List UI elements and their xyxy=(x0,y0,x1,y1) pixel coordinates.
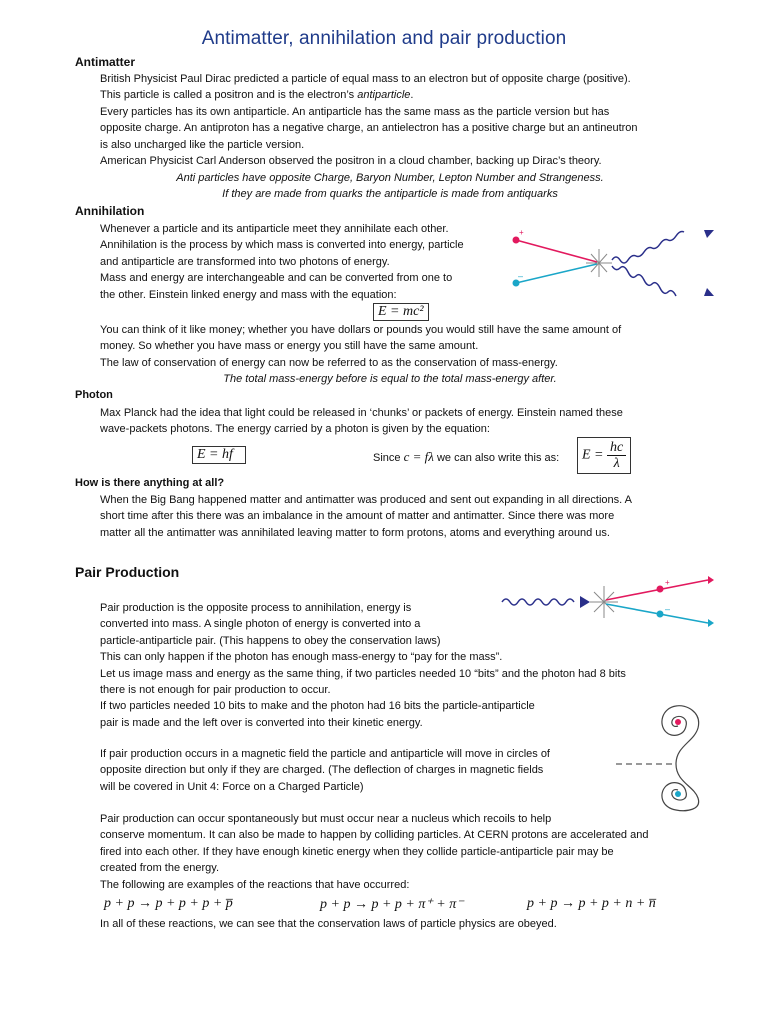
reaction-2: p + p → p + p + π⁺ + π⁻ xyxy=(320,897,464,912)
photon-heading: Photon xyxy=(75,389,113,401)
particle-arrowhead xyxy=(708,576,714,584)
text-line: short time after this there was an imbalance in the amount of matter and antimatter. Since there was more xyxy=(100,510,615,523)
photon-wavelength-equation: E = $\frac{hc}{\lambda}$ xyxy=(577,437,631,474)
closing-line: In all of these reactions, we can see that the conservation laws of particle physics are obeyed. xyxy=(100,918,557,930)
text-line: conserve momentum. It can also be made to happen by colliding particles. At CERN protons are accelerated and xyxy=(100,829,649,842)
photon-energy-equation: E = hf xyxy=(192,446,246,464)
minus-sign: – xyxy=(518,271,524,281)
photon-paragraph xyxy=(100,405,623,438)
text-line: Every particles has its own antiparticle. An antiparticle has the same mass as the particle version but has xyxy=(100,105,610,118)
text-line: This can only happen if the photon has enough mass-energy to “pay for the mass”. xyxy=(100,651,503,664)
annihilation-center-note: The total mass-energy before is equal to the total mass-energy after. xyxy=(223,373,557,385)
particle-track xyxy=(516,240,597,262)
anything-paragraph xyxy=(100,492,632,541)
text-line: opposite charge. An antiproton has a negative charge, an antielectron has a positive charge but an antineutron xyxy=(100,122,638,135)
text-line: Annihilation is the process by which mass is converted into energy, particle xyxy=(100,239,464,252)
antiparticle-track xyxy=(516,264,597,283)
antimatter-heading: Antimatter xyxy=(75,55,136,69)
reaction-3: p + p → p + p + n + n̅ xyxy=(527,896,656,911)
text-line: is also uncharged like the particle version. xyxy=(100,138,305,151)
text-line: Max Planck had the idea that light could be released in ‘chunks’ or packets of energy. Einstein named these xyxy=(100,407,623,419)
plus-sign: + xyxy=(665,578,670,587)
pair-paragraph-3 xyxy=(100,811,648,893)
text-line: Whenever a particle and its antiparticle meet they annihilate each other. xyxy=(100,223,449,235)
antimatter-center-note-1: Anti particles have opposite Charge, Baryon Number, Lepton Number and Strangeness. xyxy=(176,172,604,184)
anything-heading: How is there anything at all? xyxy=(75,477,225,489)
annihilation-paragraph-2 xyxy=(100,322,621,371)
text-line: pair is made and the left over is converted into their kinetic energy. xyxy=(100,716,423,729)
fraction: $\frac{hc}{\lambda}$ xyxy=(607,440,626,471)
antiparticle-dot xyxy=(657,611,664,618)
text-line: The following are examples of the reactions that have occurred: xyxy=(100,878,410,891)
particle-dot xyxy=(657,586,664,593)
text-line: When the Big Bang happened matter and antimatter was produced and sent out expanding in all directions. A xyxy=(100,494,633,506)
text-line: wave-packets photons. The energy carried by a photon is given by the equation: xyxy=(100,423,490,436)
text-line: fired into each other. If they have enough kinetic energy when they collide particle-antiparticle pair may be xyxy=(100,845,614,858)
text-line: Pair production can occur spontaneously but must occur near a nucleus which recoils to help xyxy=(100,813,552,825)
text-line: If two particles needed 10 bits to make and the photon had 16 bits the particle-antiparticle xyxy=(100,700,535,713)
text-line: matter all the antimatter was annihilated leaving matter to form protons, atoms and everything around us. xyxy=(100,526,610,539)
annihilation-flash-icon xyxy=(586,249,612,277)
since-text: Since c = fλ we can also write this as: xyxy=(373,449,560,464)
text-line: opposite direction but only if they are charged. (The deflection of charges in magnetic fields xyxy=(100,764,544,777)
text-line: You can think of it like money; whether you have dollars or pounds you would still have the same amount of xyxy=(100,324,622,336)
pair-paragraph xyxy=(100,600,626,731)
text-line: converted into mass. A single photon of energy is converted into a xyxy=(100,618,421,631)
pair-paragraph-2 xyxy=(100,746,550,795)
photon-arrowhead-down xyxy=(704,288,714,296)
text-line: will be covered in Unit 4: Force on a Charged Particle) xyxy=(100,780,364,793)
pair-production-heading: Pair Production xyxy=(75,564,180,580)
particle-dot xyxy=(675,719,681,725)
antimatter-paragraph xyxy=(100,71,638,169)
text-line: If pair production occurs in a magnetic field the particle and antiparticle will move in circles of xyxy=(100,748,550,760)
text-line: money. So whether you have mass or energy you still have the same amount. xyxy=(100,340,479,353)
text-line: American Physicist Carl Anderson observed the positron in a cloud chamber, backing up Dirac’s theory. xyxy=(100,155,602,168)
reaction-1: p + p → p + p + p + p̅ xyxy=(104,896,233,911)
text-line: British Physicist Paul Dirac predicted a particle of equal mass to an electron but of opposite charge (positive). xyxy=(100,73,631,85)
text-line: Pair production is the opposite process to annihilation, energy is xyxy=(100,602,412,614)
antiparticle-spiral xyxy=(662,764,699,811)
italic-term: antiparticle xyxy=(357,89,411,102)
text-line: Let us image mass and energy as the same thing, if two particles needed 10 “bits” and the photon had 8 bits xyxy=(100,667,626,680)
text-line: there is not enough for pair production to occur. xyxy=(100,684,331,697)
annihilation-heading: Annihilation xyxy=(75,204,145,218)
antiparticle-arrowhead xyxy=(708,619,714,627)
text-line: the other. Einstein linked energy and mass with the equation: xyxy=(100,288,397,301)
antiparticle-dot xyxy=(675,791,681,797)
particle-spiral xyxy=(662,706,699,764)
mass-energy-equation: E = mc² xyxy=(373,303,429,321)
text-line: and antiparticle are transformed into two photons of energy. xyxy=(100,255,390,268)
photon-arrowhead-up xyxy=(704,230,714,238)
particle-dot xyxy=(513,237,520,244)
text-line: created from the energy. xyxy=(100,862,220,875)
antimatter-center-note-2: If they are made from quarks the antiparticle is made from antiquarks xyxy=(222,188,558,200)
photon-wave-down xyxy=(612,266,676,296)
wave-equation: c = fλ xyxy=(403,449,434,464)
annihilation-diagram xyxy=(502,222,722,302)
text-line: particle-antiparticle pair. (This happens to obey the conservation laws) xyxy=(100,634,441,647)
photon-wave-up xyxy=(612,232,684,264)
page-title: Antimatter, annihilation and pair production xyxy=(201,28,567,49)
minus-sign: – xyxy=(665,604,671,614)
magnetic-field-spiral-diagram xyxy=(610,700,710,812)
text-line: The law of conservation of energy can now be referred to as the conservation of mass-energy. xyxy=(100,356,558,369)
plus-sign: + xyxy=(519,228,524,237)
text-line: This particle is called a positron and is the electron’s antiparticle. xyxy=(100,89,414,102)
text-line: Mass and energy are interchangeable and can be converted from one to xyxy=(100,272,453,285)
annihilation-paragraph xyxy=(100,221,464,303)
